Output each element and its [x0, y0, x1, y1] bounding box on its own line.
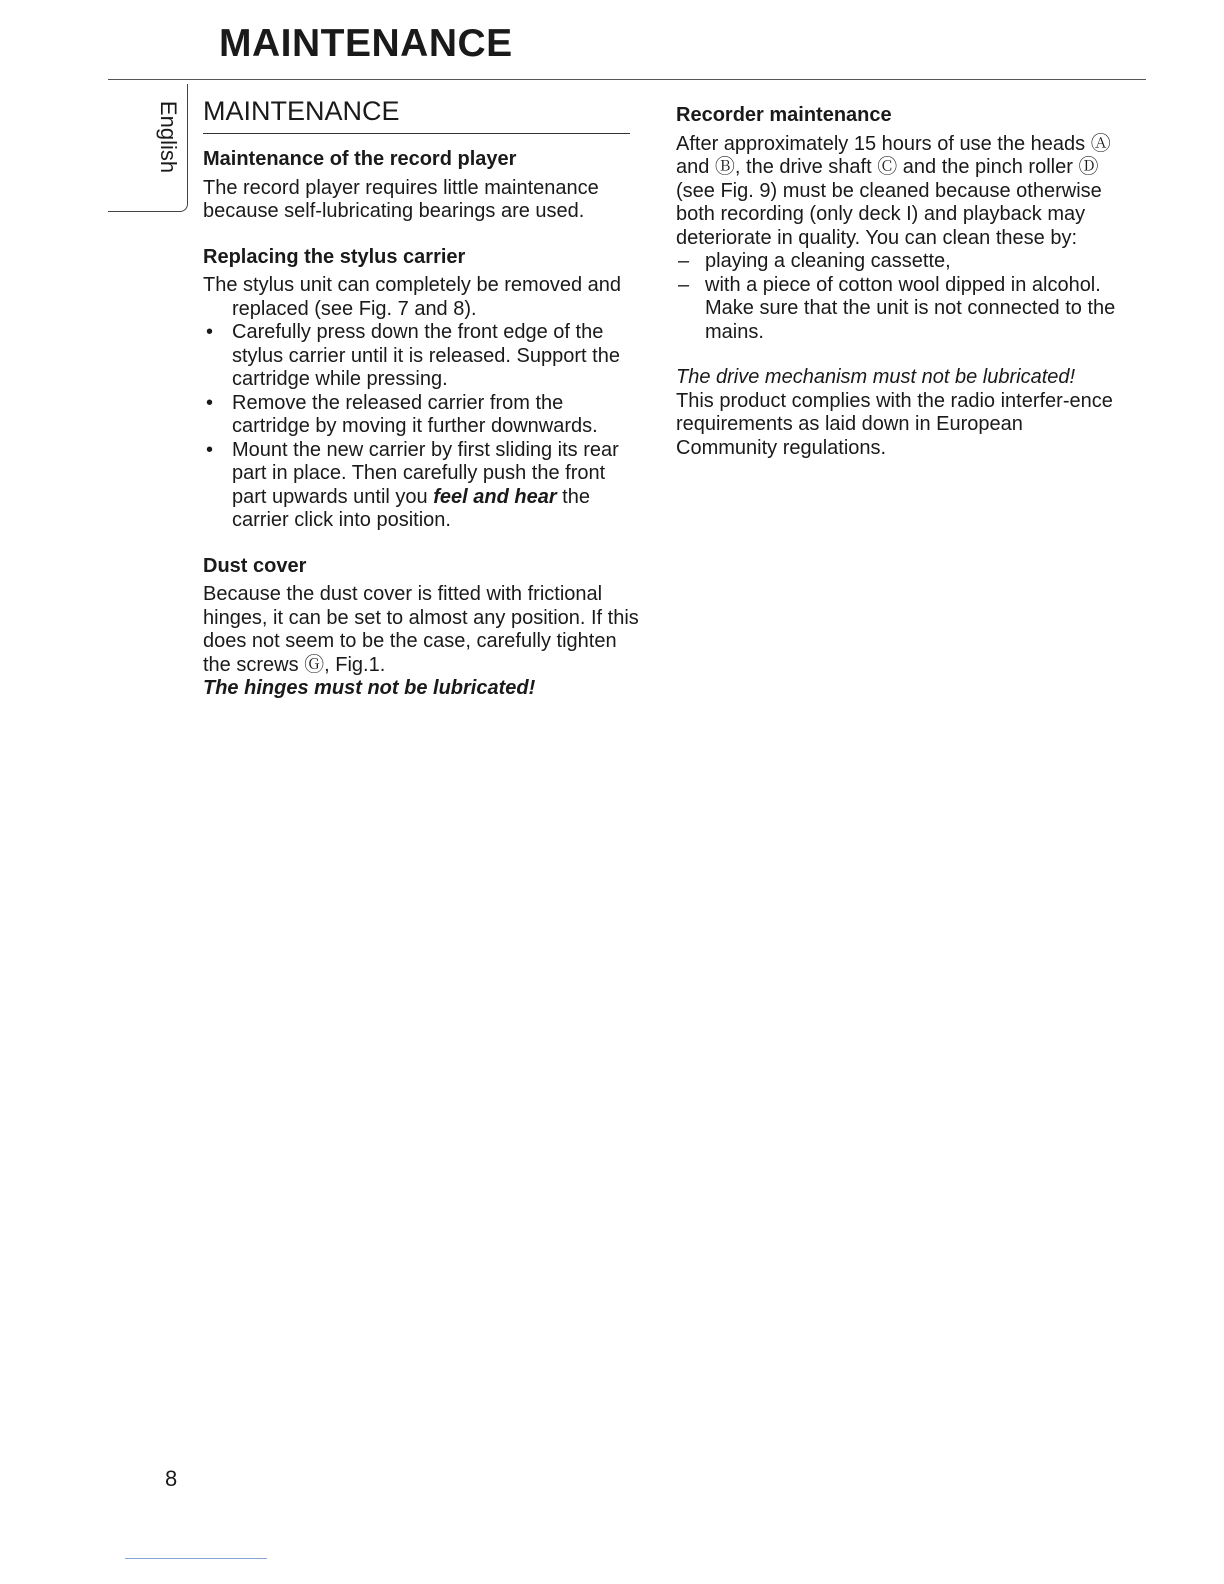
header-divider — [108, 79, 1146, 80]
step-text: Remove the released carrier from the cartridge by moving it further downwards. — [232, 391, 598, 437]
left-column — [203, 148, 643, 723]
page-number: 8 — [165, 1466, 178, 1491]
step-emphasis: feel and hear — [433, 485, 557, 508]
list-item — [203, 321, 643, 392]
step-text-end: the carrier click into position. — [232, 485, 590, 531]
recorder-text: After approximately 15 hours of use the heads Ⓐ and Ⓑ, the drive shaft Ⓒ and the pinch roller Ⓓ (see Fig. 9) must be cleaned because otherwise both recording (only deck I) and playback may deteriorate in quality. You can clean these by: — [676, 132, 1111, 249]
list-item — [203, 439, 643, 533]
record-player-heading: Maintenance of the record player — [203, 148, 517, 170]
list-item — [203, 392, 643, 439]
record-player-section — [203, 148, 643, 224]
record-player-text: The record player requires little maintenance because self-lubricating bearings are used. — [203, 176, 599, 222]
footer-line — [125, 1558, 267, 1559]
dash-icon: – — [678, 250, 690, 272]
language-tab-label: English — [156, 100, 181, 174]
recorder-heading: Recorder maintenance — [676, 104, 892, 126]
section-title: MAINTENANCE — [203, 96, 400, 126]
cleaning-methods — [676, 250, 1126, 344]
recorder-section — [676, 104, 1126, 344]
right-column — [676, 104, 1126, 460]
list-item — [676, 250, 1126, 274]
page-title: MAINTENANCE — [219, 22, 513, 65]
compliance-text: This product complies with the radio interfer-ence requirements as laid down in European Community regulations. — [676, 389, 1113, 459]
dash-icon: – — [678, 273, 690, 296]
section-divider — [203, 133, 630, 134]
hinges-warning: The hinges must not be lubricated! — [203, 677, 536, 699]
drive-warning: The drive mechanism must not be lubricated! — [676, 366, 1076, 388]
stylus-section — [203, 246, 643, 533]
dust-cover-text: Because the dust cover is fitted with frictional hinges, it can be set to almost any position. If this does not seem to be the case, carefully tighten the screws Ⓖ, Fig.1. — [203, 583, 639, 676]
bullet-icon: • — [206, 321, 214, 343]
bullet-icon: • — [206, 438, 214, 461]
method-text: playing a cleaning cassette, — [705, 250, 951, 272]
step-text — [232, 439, 619, 532]
stylus-heading: Replacing the stylus carrier — [203, 245, 466, 268]
stylus-intro: The stylus unit can completely be removed and replaced (see Fig. 7 and 8). — [203, 274, 621, 320]
step-text: Carefully press down the front edge of the stylus carrier until it is released. Support the cartridge while pressing. — [232, 321, 620, 390]
dust-cover-section — [203, 555, 643, 701]
list-item — [676, 274, 1126, 345]
method-text: with a piece of cotton wool dipped in alcohol. Make sure that the unit is not connected to the mains. — [705, 273, 1116, 343]
step-text-start: Mount the new carrier by first sliding its rear part in place. Then carefully push the front part upwards until you — [232, 438, 619, 508]
stylus-steps — [203, 321, 643, 533]
dust-cover-heading: Dust cover — [203, 554, 307, 577]
bullet-icon: • — [206, 391, 214, 414]
